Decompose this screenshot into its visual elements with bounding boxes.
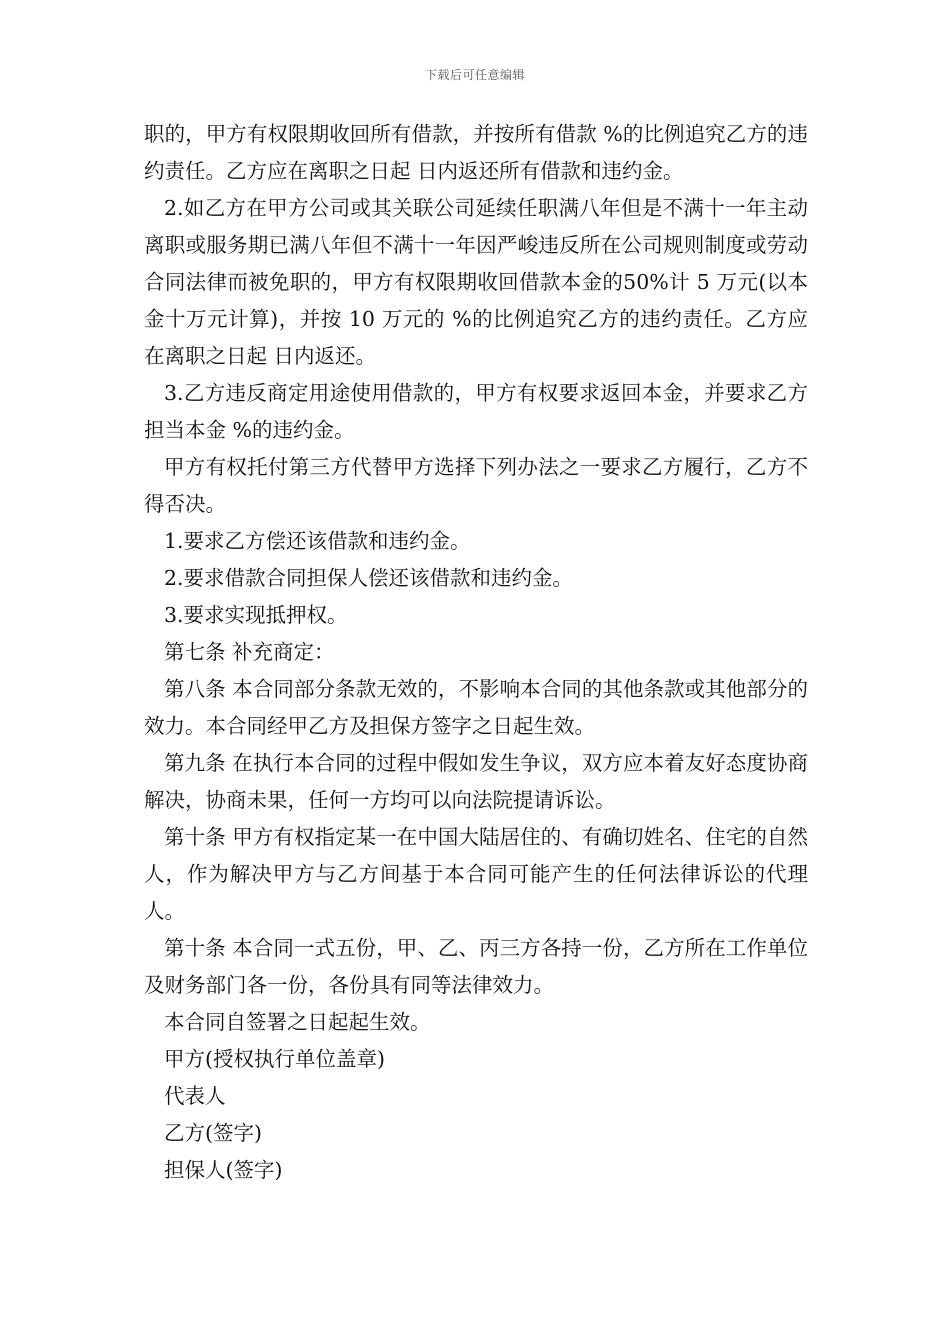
signature-guarantor: 担保人(签字)	[164, 1158, 283, 1182]
paragraph-continued-clause: 职的，甲方有权限期收回所有借款，并按所有借款 %的比例追究乙方的违约责任。乙方应在离职之日起 日内返还所有借款和违约金。	[144, 122, 808, 183]
signature-party-b: 乙方(签字)	[164, 1121, 262, 1145]
page-header: 下载后可任意编辑	[424, 68, 525, 82]
paragraph-clause-3: 3.乙方违反商定用途使用借款的，甲方有权要求返回本金，并要求乙方担当本金 %的违约金。	[144, 381, 808, 442]
paragraph-article-9: 第九条 在执行本合同的过程中假如发生争议，双方应本着友好态度协商解决，协商未果，任何一方均可以向法院提请诉讼。	[144, 751, 808, 812]
paragraph-article-10-copies: 第十条 本合同一式五份，甲、乙、丙三方各持一份，乙方所在工作单位及财务部门各一份，各份具有同等法律效力。	[144, 936, 808, 997]
paragraph-option-2: 2.要求借款合同担保人偿还该借款和违约金。	[164, 566, 574, 590]
signature-representative: 代表人	[164, 1084, 226, 1108]
paragraph-third-party-entrust: 甲方有权托付第三方代替甲方选择下列办法之一要求乙方履行，乙方不得否决。	[144, 455, 808, 516]
paragraph-article-7: 第七条 补充商定：	[164, 640, 335, 664]
paragraph-option-3: 3.要求实现抵押权。	[164, 603, 348, 627]
paragraph-article-8: 第八条 本合同部分条款无效的，不影响本合同的其他条款或其他部分的效力。本合同经甲乙方及担保方签字之日起生效。	[144, 677, 808, 738]
paragraph-option-1: 1.要求乙方偿还该借款和违约金。	[164, 529, 471, 553]
paragraph-clause-2: 2.如乙方在甲方公司或其关联公司延续任职满八年但是不满十一年主动离职或服务期已满八年但不满十一年因严峻违反所在公司规则制度或劳动合同法律而被免职的，甲方有权限期收回借款本金的50%计 5 万元(以本金十万元计算)，并按 10 万元的 %的比例追究乙方的违约责任。乙方应在离职之日起 日内返还。	[144, 196, 808, 368]
paragraph-effective-date: 本合同自签署之日起起生效。	[164, 1010, 431, 1034]
signature-party-a: 甲方(授权执行单位盖章)	[164, 1047, 385, 1071]
paragraph-article-10-agent: 第十条 甲方有权指定某一在中国大陆居住的、有确切姓名、住宅的自然人，作为解决甲方与乙方间基于本合同可能产生的任何法律诉讼的代理人。	[144, 825, 808, 923]
document-body	[144, 116, 808, 1189]
